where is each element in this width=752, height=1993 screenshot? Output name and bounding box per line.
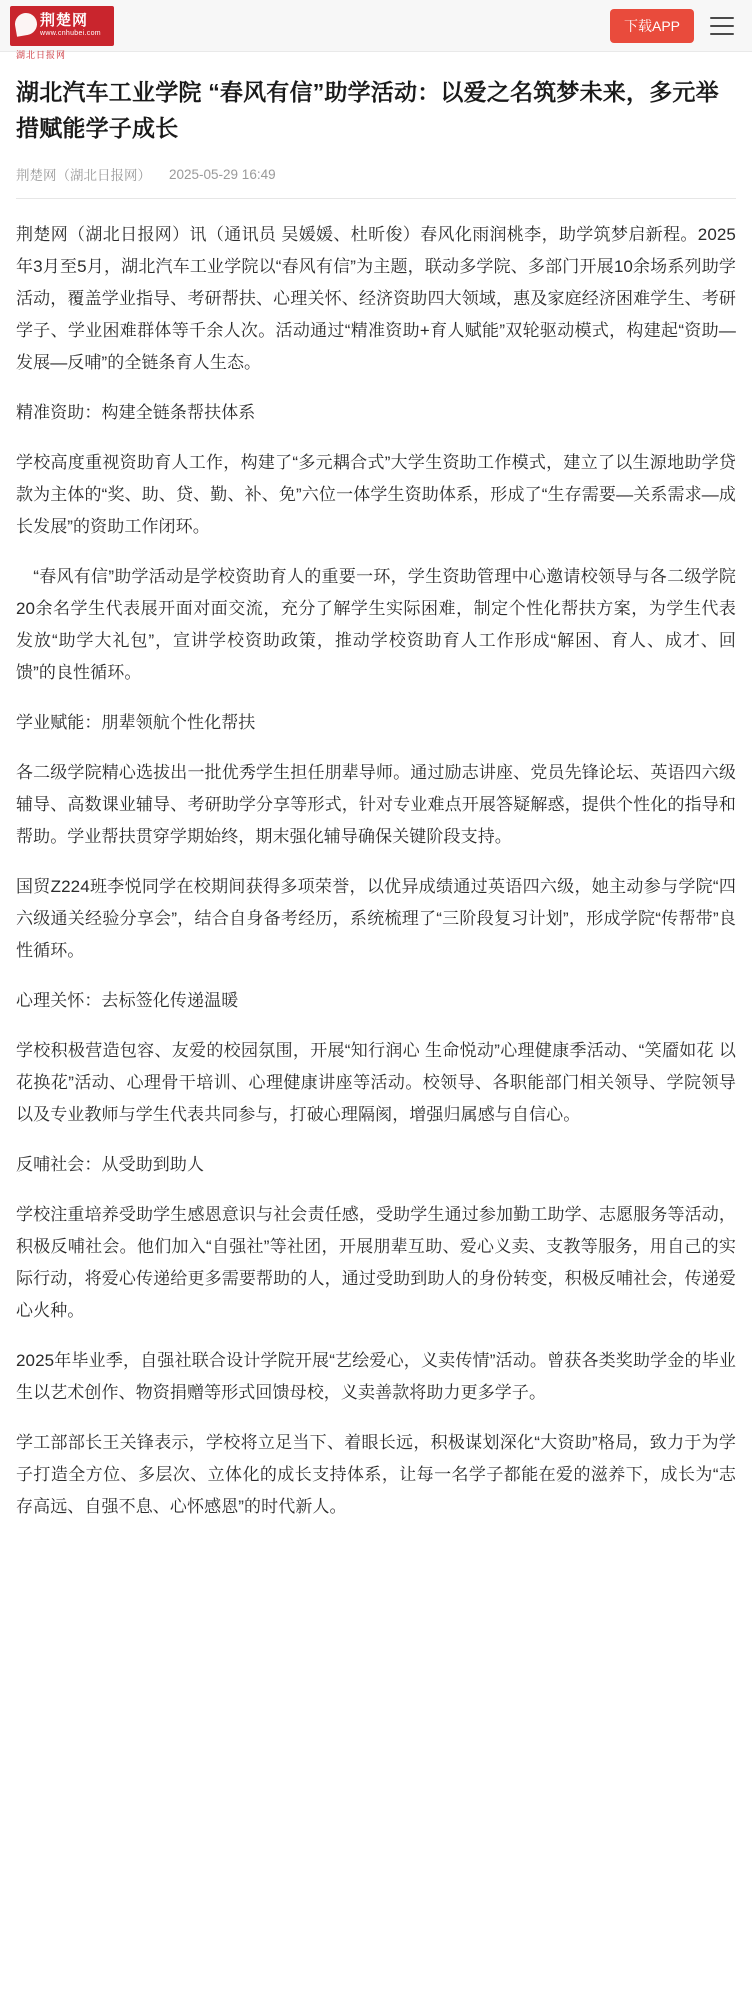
download-app-button[interactable]: 下载APP [610, 9, 694, 43]
logo-mark [10, 6, 114, 46]
site-header [0, 0, 752, 60]
article-content [16, 219, 736, 1523]
section-heading: 学业赋能：朋辈领航个性化帮扶 [16, 713, 256, 732]
section-heading: 反哺社会：从受助到助人 [16, 1155, 205, 1174]
paragraph: 学工部部长王关锋表示，学校将立足当下、着眼长远，积极谋划深化“大资助”格局，致力于为学子打造全方位、多层次、立体化的成长支持体系，让每一名学子都能在爱的滋养下，成长为“志存高远、自强不息、心怀感恩”的时代新人。 [16, 1433, 736, 1516]
article-datetime: 2025-05-29 16:49 [169, 166, 276, 182]
logo-subtitle: 湖北日报网 [16, 49, 67, 60]
article-meta [16, 164, 736, 184]
logo-wrap [10, 6, 114, 60]
header-actions [610, 9, 734, 43]
paragraph: 学校高度重视资助育人工作，构建了“多元耦合式”大学生资助工作模式，建立了以生源地助学贷款为主体的“奖、助、贷、勤、补、免”六位一体学生资助体系，形成了“生存需要—关系需求—成长发展”的资助工作闭环。 [16, 453, 736, 536]
paragraph: 荆楚网（湖北日报网）讯（通讯员 吴媛媛、杜昕俊）春风化雨润桃李，助学筑梦启新程。2025年3月至5月，湖北汽车工业学院以“春风有信”为主题，联动多学院、多部门开展10余场系列助学活动，覆盖学业指导、考研帮扶、心理关怀、经济资助四大领域，惠及家庭经济困难学生、考研学子、学业困难群体等千余人次。活动通过“精准资助+育人赋能”双轮驱动模式，构建起“资助—发展—反哺”的全链条育人生态。 [16, 225, 736, 372]
logo-url: www.cnhubei.com [40, 30, 101, 37]
article-source: 荆楚网（湖北日报网） [16, 168, 151, 183]
hamburger-menu-icon[interactable] [710, 17, 734, 35]
paragraph: 2025年毕业季，自强社联合设计学院开展“艺绘爱心，义卖传情”活动。曾获各类奖助学金的毕业生以艺术创作、物资捐赠等形式回馈母校，义卖善款将助力更多学子。 [16, 1351, 736, 1402]
paragraph: 学校积极营造包容、友爱的校园氛围，开展“知行润心 生命悦动”心理健康季活动、“笑靥如花 以花换花”活动、心理骨干培训、心理健康讲座等活动。校领导、各职能部门相关领导、学院领导以及专业教师与学生代表共同参与，打破心理隔阂，增强归属感与自信心。 [16, 1041, 736, 1124]
paragraph: 各二级学院精心选拔出一批优秀学生担任朋辈导师。通过励志讲座、党员先锋论坛、英语四六级辅导、高数课业辅导、考研助学分享等形式，针对专业难点开展答疑解惑，提供个性化的指导和帮助。学业帮扶贯穿学期始终，期末强化辅导确保关键阶段支持。 [16, 763, 736, 846]
page-title: 湖北汽车工业学院 “春风有信”助学活动：以爱之名筑梦未来，多元举措赋能学子成长 [16, 79, 719, 141]
logo-name: 荆楚网 [40, 12, 89, 29]
paragraph: “春风有信”助学活动是学校资助育人的重要一环，学生资助管理中心邀请校领导与各二级学院20余名学生代表展开面对面交流，充分了解学生实际困难，制定个性化帮扶方案，为学生代表发放“助学大礼包”，宣讲学校资助政策，推动学校资助育人工作形成“解困、育人、成才、回馈”的良性循环。 [16, 567, 736, 682]
section-heading: 心理关怀：去标签化传递温暖 [16, 991, 239, 1010]
meta-divider [16, 198, 736, 199]
site-logo[interactable] [10, 6, 114, 60]
section-heading: 精准资助：构建全链条帮扶体系 [16, 403, 256, 422]
paragraph: 国贸Z224班李悦同学在校期间获得多项荣誉，以优异成绩通过英语四六级，她主动参与学院“四六级通关经验分享会”，结合自身备考经历，系统梳理了“三阶段复习计划”，形成学院“传帮带”良性循环。 [16, 877, 736, 960]
paragraph: 学校注重培养受助学生感恩意识与社会责任感，受助学生通过参加勤工助学、志愿服务等活动，积极反哺社会。他们加入“自强社”等社团，开展朋辈互助、爱心义卖、支教等服务，用自己的实际行动，将爱心传递给更多需要帮助的人，通过受助到助人的身份转变，积极反哺社会，传递爱心火种。 [16, 1205, 736, 1320]
article-body [0, 52, 752, 1561]
